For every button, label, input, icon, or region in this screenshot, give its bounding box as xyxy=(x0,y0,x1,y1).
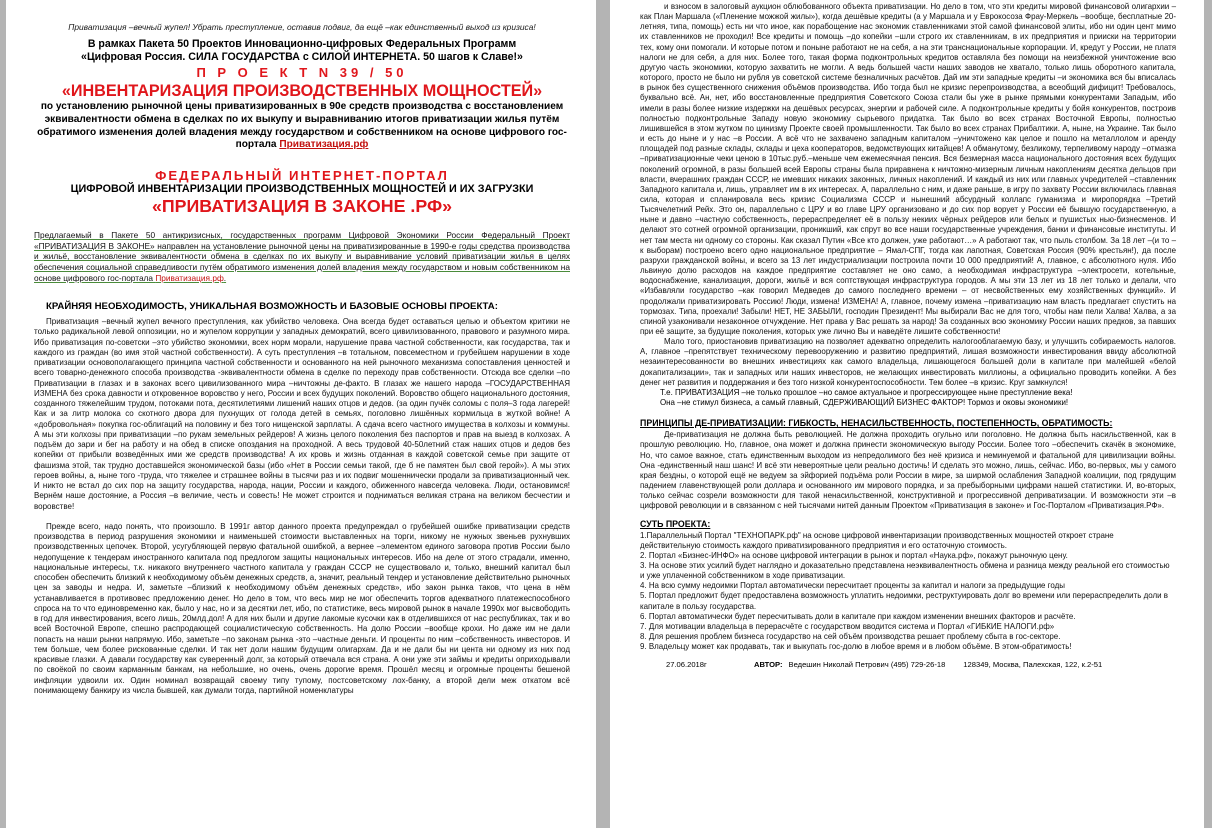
lead-line-1: В рамках Пакета 50 Проектов Инновационно-цифровых Федеральных Программ xyxy=(87,38,517,50)
page-left xyxy=(6,0,596,828)
essence-list xyxy=(640,531,1176,653)
intro-link[interactable]: Приватизация.рф xyxy=(155,272,224,283)
list-item: 7. Для мотивации владельца в перерасчёте с государством вводится система и Портал «ГИБКИЕ НАЛОГИ.рф» xyxy=(640,621,1055,631)
project-title: «ИНВЕНТАРИЗАЦИЯ ПРОИЗВОДСТВЕННЫХ МОЩНОСТЕЙ» xyxy=(61,82,543,100)
footer-address: 128349, Москва, Палехская, 122, к.2-51 xyxy=(963,660,1103,670)
principles-text: Де-приватизация не должна быть революцией. Не должна проходить огульно или поголовно. Не должна быть насильственной, как в прошлую революцию. Но, главное, она может и должна принести экономическую выгоду России. Более того –обеспечить скачёк в экономике, Но, что самое важное, стать единственным выходом из непредолимого без неё кризиса и неминуемой и фатальной для цивилизации войны. Она -единственный наш шанс! И всё эти невероятные цели реально достичь! И сделать это можно, лишь, сейчас. Ибо, во-первых, мы у самого края бездны, о которой ещё не ведуем за эйфорией подъёма роли России в мире, за ширмой ослабления Западной коалиции, под грядущим падением главенствующей роли доллара и основанного им мирового порядка, и за пребыборными цифрами нашей статистики. И, во-вторых, только сейчас созрели возможности для такой ненасильственной, конструктивной и прогрессивной деприватизации. И возможности эти –в цифровой революции и в связанном с ней тысячами нитей данным Проектом «Приватизация в законе» и Гос-Порталом «Приватизация.РФ». xyxy=(640,430,1176,511)
list-item: 1.Параллельный Портал "ТЕХНОПАРК.рф" на основе цифровой инвентаризации производственных мощностей откроет стране действительную стоимость каждого приватизированного предприятия и его остаточную стоимость. xyxy=(640,530,1114,550)
right-paragraph-2: Мало того, приостановив приватизацию на позволяет адекватно определить налогооблагаемую базу, и улучшить собираемость налогов. А, главное –препятствует техническому перевооружению и развитию предприятий, лишая возможности инвестирования ввиду абсолютной незаинтересованности во внешних инвестициях как самого владельца, лишающегося большей доли в капитале при малейшей «белой докапитализации», так и западных или наших инвесторов, не желающих инвестировать миллионы, а официально проводить копейки. А без денег нет развития и поддержания и без того низкой конкурентоспособности. Тем более –в кризис. Круг замкнулся! xyxy=(640,337,1176,387)
page-footer xyxy=(666,660,1176,670)
left-paragraph-2: Прежде всего, надо понять, что произошло. В 1991г автор данного проекта предупреждал о грубейшей ошибке приватизации средств производства в период разрушения экономики и наименьшей стоимости выставленных на торги, никому не нужных звеньев рухнувших производственных цепочек. Второй, усугубляющей первую фатальной ошибкой, а вернее –элементом единого заговора против России было недопущение к тендерам иностранного капитала под предлогом защиты национальных интересов. Ибо на деле от этого страдали, именно, национальные интересы, т.к. никакого внутреннего частного капитала у граждан СССР не существовало и, только, внешний капитал был способен обеспечить близкий к необходимому объём денежных средств, а, значит, реальный тендер и установление действительно рыночных цен за заводы и недра. И, заметьте –близкий к необходимому объём денежных средств», ибо закон рынка таков, что цена в нём устанавливается в противовес предложению денег. Но дело в том, что весь мир не мог обеспечить торгов адекватного платежеспособного спроса на то что единовременно как, было у нас, но и за десятки лет, ибо, по статистике, весь мировой рынок в начале 1990х мог высвободить в год для инвестирования, всего лишь, 20млд.дол! А для них были и другие лакомые кусочки как в отделившихся от нас республиках, так и во всей Восточной Европе, спешно распродающей социалистическую собственность. На долю России –вообще крохи. Но даже им не дали попасть на наши рынки напрямую. Ибо, заметьте –по законам рынка -это –частные деньги. И проценты по ним –собственность инвесторов. И тем больше, чем более рискованные сделки. И так нет доли нашим будущим олигархам. Да и не дали бы ни цента ни одному из них под красивые глазки. А давали государству как суверенный долг, за который отвечала вся страна. А они уже эти займы и кредиты оприходывали по своёкой по своим карманным банкам, на небольшие, но очень, очень дорогие время. Прошёл месяц и огромные проценты бешеной инфляции удвоили их. Один номинал возвращай своему типу тупому, постсоветскому лох-банку, а второй дели меж откатом всё понимающему банкиру из числа бывшей, как думали тогда, партийной номенклатуры xyxy=(34,521,570,695)
section-heading: КРАЙНЯЯ НЕОБХОДИМОСТЬ, УНИКАЛЬНАЯ ВОЗМОЖНОСТЬ И БАЗОВЫЕ ОСНОВЫ ПРОЕКТА: xyxy=(46,301,498,313)
left-paragraph-1: Приватизация –вечный жупел вечного преступления, как убийство человека. Она всегда будет оставаться целью и объектом критики не только радикальной левой оппозиции, но и жупелом коррупции у западных демократий, всего цивилизованного, правового и разумного мира. Ибо приватизация по-советски –это убийство экономики, всех норм морали, нарушение права частной собственности, как государства, так и каждого из граждан (во имя этой частной собственности). А суть преступления –в тотальном, повсеместном и грубейшем нарушении в ходе приватизации основополагающего принципа частной собственности и основанного на ней рыночного механизма сопоставления ценностей и всего товарно-денежного способа производства -эквивалентности обмена в сделке по переходу прав собственности. Отсюда все сделки –по Приватизации в глазах и в законах всего цивилизованного мира –ничтожны де-факто. В глазах же нашего народа –ГОСУДАРСТВЕННАЯ ИЗМЕНА без срока давности и откровенное воровство у него, России и всех будущих поколений. Воровство общего национального достояния, созданного тяжелейшим трудом, потоками пота, десятилетиями лишений наших отцов и дедов. (за один пучёк соломы с поля–3 года лагерей! Как и за литр молока со скотного двора для пухнущих от голода детей в семьях, поголовно лишённых кормильца в жуткой войне! А «добровольная» покупка гос-облигаций на половину и без того нищенской зарплаты. А сдача всего частного имущества в колхозы и коммуны. А мы эти колхозы при приватизации –по рукам земельных рейдеров! А жизнь целого поколения без паспортов и прав на выезд в колхозах. А подъём до зари и бег на работу и на обед в списке опоздания на проходной. А весь трудовой 40-50летний стаж наших отцов и дедов без копейки от прибыли возведённых ими же средств производства! А их кровь и жизнь отданная в каждой советской семье при защите от фашизма этой, так трудно доставшейся экономической базы (ибо «Нет в России семьи такой, где б не памятен был свой герой»). А мы этих героев войны, а, ныне того -труда, что тяжелее и страшнее войны в тысячи раз и их подвиг мошеннически продали за приватизационный чек. И никто не встал до сих пор на защиту государства, народа, нации, России и каждого, обиженного навсегда человека. Люди, остановимся! Вернём наше достояние, а Россия –в величие, честь и совесть! Не может строится и подниматься великая страна на великом бесчестии и воровстве! xyxy=(34,317,570,511)
principles-heading: ПРИНЦИПЫ ДЕ-ПРИВАТИЗАЦИИ: ГИБКОСТЬ, НЕНАСИЛЬСТВЕННОСТЬ, ПОСТЕПЕННОСТЬ, ОБРАТИМОСТЬ: xyxy=(640,418,1113,429)
project-subtitle-text: по установлению рыночной цены приватизированных в 90е средств производства с восстановлением эквивалентности обмена в сделках по их выкупу и выравниванию итогов приватизации жилья путём обратимого изменения долей владения между государством и собственником на основе цифрового гос-портала xyxy=(37,101,567,151)
project-subtitle xyxy=(34,101,570,152)
portal-heading: ФЕДЕРАЛЬНЫЙ ИНТЕРНЕТ-ПОРТАЛ xyxy=(155,168,449,184)
project-number: П Р О Е К Т N 39 / 50 xyxy=(196,65,408,80)
list-item: 6. Портал автоматически будет пересчитывать доли в капитале при каждом изменении внешних факторов и расчёте. xyxy=(640,611,1076,621)
portal-title: «ПРИВАТИЗАЦИЯ В ЗАКОНЕ .РФ» xyxy=(151,196,453,217)
slogan: Приватизация –вечный жупел! Убрать преступление, оставив подвиг, да ещё –как единственный выход из кризиса! xyxy=(68,22,536,32)
right-paragraph-1: и взносом в залоговый аукцион облюбованного объекта приватизации. Но дело в том, что эти кредиты мировой финансовой олигархии –как План Маршала («Пленение можжой жилы»), когда дешёвые кредиты (а у Маршала и у Еврокосоза Фрау-Меркель –вообще, бесплатные 20-летняя, типа, помощь) есть ни что иное, как порабощение нас экономик ставленниками этой самой финансовой элиты, ибо ни один цент мимо их ставленников не проходил! Все кредиты и помощь –до копейки –шли строго их ставленникам, в их предприятия и прииски на территории тех, кому они помогали. И которые потом и поныне работают не на себя, а на эти транснациональные корпорации. И, кредут у России, не платя налоги не для себя, а для них. Более того, такая форма подконтрольных кредитов оставляла без помощи на неизбежной уничтожение всю другую часть экономики, которую захватить не могли. А ведь большей части наших заводов не хватало, только лишь оборотного капитала, которого, просто не было ни рубля ув советской системе безналичных расчётов. Дай им эти западные кредиты –и экономика вся бы вписалась в рынок без существенного снижения объёмов производства. Ибо тогда был не кризис перепроизводства, а всеобщий дифицит! Требовалось, буквально всё. Ан, нет, ибо восстановленные предприятия Советского Союза стали бы уже в рынке прямыми конкурентами Западым, ибо имели в разы более низкие издержки на дешёвых ресурсах, энергии и рабочей силе. А подконтрольные кредиты у бойя конкурентов, построив полностью подконтрольные Западу новую экономику сырьевого придатка. Так было во всех странах Восточной Европы, полностью лишившейся в этом жутком по цинизму Проекте своей промышленности. Так было во всех странах Прибалтики. А, ныне, на Украине. Так было и есть до ныне и у нас –в России. А всё что не захвачено западным капиталом –уничтожено как целое и пошло на металлолом и аренду площадей под разные склады, склады и цеха кооператоров, ведомствующих китайцев! А обманутому, безликому, терпеливому народу –отмазка –приватизационные чеки ценою в 10тыс.руб.–меньше чем ежемесячная пенсия. Вся безмерная масса национального достояния всех будущих поколений огромной, в разы большей всей Европы страны была приравнена к ничтожно-мизерным личным накоплениям десятка дельцов при власти, вчерашних граждан СССР, не имевших никаких законных, личных накоплений. И каждый из них или главных учредителей –ставленник Западного капитала и, лишь, управляет им в их интересах. А, параллельно с ним, и даже раньше, в игру по захвату России включилась главная сила, которая и спланировала весь кризис Социализма СССР и нынешний абсурдный коллапс гуманизма и миропорядка –Третий Тысячелетний Рейх. Это он, параллельно с ЦРУ и во главе ЦРУ организовано и до сих пор ворует у России её бывшую государственную, а ныне и давно –частную собственность, перераспределяет её в пользу некиих чёрных рейдеров или белых и пушистых нью-бизнесменов. И делают это сотней огромной организации, проникший, как спрут во все наши государственные учреждения, банки и финансовые институты. И нет там места ни одному со стороны. Как сказал Путин «Все кто должен, уже работают…» А работают так, что пыль столбом. За 18 лет –(и то –к выборам) построено всего одно национальное предприятие – Ямал-СПГ, тогда как лапотная, Советская Россия (90% крестьян!), да после разрухи гражданской войны, и всего за 13 лет индустриализации построила почти 10 000 предприятий! А, главное, с абсолютного нуля. Ибо львиную долю расходов на каждое предприятие составляет не оно само, а необходимая инфраструктура –электросети, котельные, водоснабжение, канализация, дороги, жильё и вся соптствующая инфраструктура городов. А мы эти 13 лет из 18 лет только и делали, что «Избавляли государство –как говорил Медведев до самого последнего времени – от несвойственных ему хозяйственных функций». И продолжали приватизировать Россию! Люди, измена! ИЗМЕНА! А, главное, почему измена –приватизацию нам власть предлагает спустить на тормозах. Типа, проехали! Забыли! НЕТ, НЕ ЗАБЫЛИ, господин Президент! Мы выбирали Вас не для того, чтобы нам пели Халва! Халва, а за спиной узаконивали незаконное отчуждение. Нет права у Вас решать за народ! За созданных всю экономику России наших предков, за павших при её защите, за будущие поколения, которых уже лично Вы и наведёте лишите собственности! xyxy=(640,2,1176,336)
essence-heading: СУТЬ ПРОЕКТА: xyxy=(640,518,711,529)
footer-author-label: АВТОР: xyxy=(754,660,783,670)
list-item: 3. На основе этих усилий будет наглядно и доказательно представлена неэквивалентность обмена и разница между реальной его стоимостью и уже уплаченной собственником в ходе приватизации. xyxy=(640,560,1170,581)
list-item: 2. Портал «Бизнес-ИНФО» на основе цифровой интеграции в рынок и портал «Наука.рф», покажут рыночную цену. xyxy=(640,550,1068,560)
portal-subheading: ЦИФРОВОЙ ИНВЕНТАРИЗАЦИИ ПРОИЗВОДСТВЕННЫХ МОЩНОСТЕЙ И ИХ ЗАГРУЗКИ xyxy=(70,183,534,196)
page-right xyxy=(610,0,1204,828)
right-paragraph-4: Она –не стимул бизнеса, а самый главный, СДЕРЖИВАЮЩИЙ БИЗНЕС ФАКТОР! Тормоз и оковы экономики! xyxy=(660,398,1069,408)
list-item: 9. Владельцу может как продавать, так и выкупать гос-долю в любое время и в любом объёме. В этом-обратимость! xyxy=(640,642,1072,652)
footer-author: Ведешин Николай Петрович (495) 729-26-18 xyxy=(788,660,946,670)
intro-text: Предлагаемый в Пакете 50 антикризисных, государственных программ Цифровой Экономики России Федеральный Проект «ПРИВАТИЗАЦИЯ В ЗАКОНЕ» направлен на установление рыночной цены на приватизированные в 1990-е годы средства производства и жильё, восстановление эквивалентности обмена в сделках по их выкупу и выравнивание условий приватизации жилья в целях обеспечения социальной справедливости путём обратимого изменения долей владения между государством и новым собственником на основе цифрового гос-портала xyxy=(34,230,570,283)
list-item: 8. Для решения проблем бизнеса государство на сей объём производства решает проблему сбыта в гос-секторе. xyxy=(640,632,1061,642)
lead-line-2: «Цифровая Россия. СИЛА ГОСУДАРСТВА с СИЛОЙ ИНТЕРНЕТА. 50 шагов к Славе!» xyxy=(81,51,523,63)
list-item: 4. На всю сумму недоимки Портал автоматически пересчитает проценты за капитал и налоги за предыдущие годы xyxy=(640,581,1065,591)
intro-paragraph: Предлагаемый в Пакете 50 антикризисных, государственных программ Цифровой Экономики России Федеральный Проект «ПРИВАТИЗАЦИЯ В ЗАКОНЕ» направлен на установление рыночной цены на приватизированные в 1990-е годы средства производства и жильё, восстановление эквивалентности обмена в сделках по их выкупу и выравнивание условий приватизации жилья в целях обеспечения социальной справедливости путём обратимого изменения долей владения между государством и новым собственником на основе цифрового гос-портала Приватизация.рф. xyxy=(34,230,570,283)
list-item: 5. Портал предложит будет предоставлена возможность уплатить недоимки, реструктуировать долг во времени или перераспределить доли в капитале в пользу государства. xyxy=(640,591,1168,611)
right-paragraph-3: Т.е. ПРИВАТИЗАЦИЯ –не только прошлое –но самое актуальное и прогрессирующее ныне преступление века! xyxy=(660,387,1073,397)
project-subtitle-link[interactable]: Приватизация.рф xyxy=(279,139,369,151)
footer-date: 27.06.2018г xyxy=(666,660,707,670)
